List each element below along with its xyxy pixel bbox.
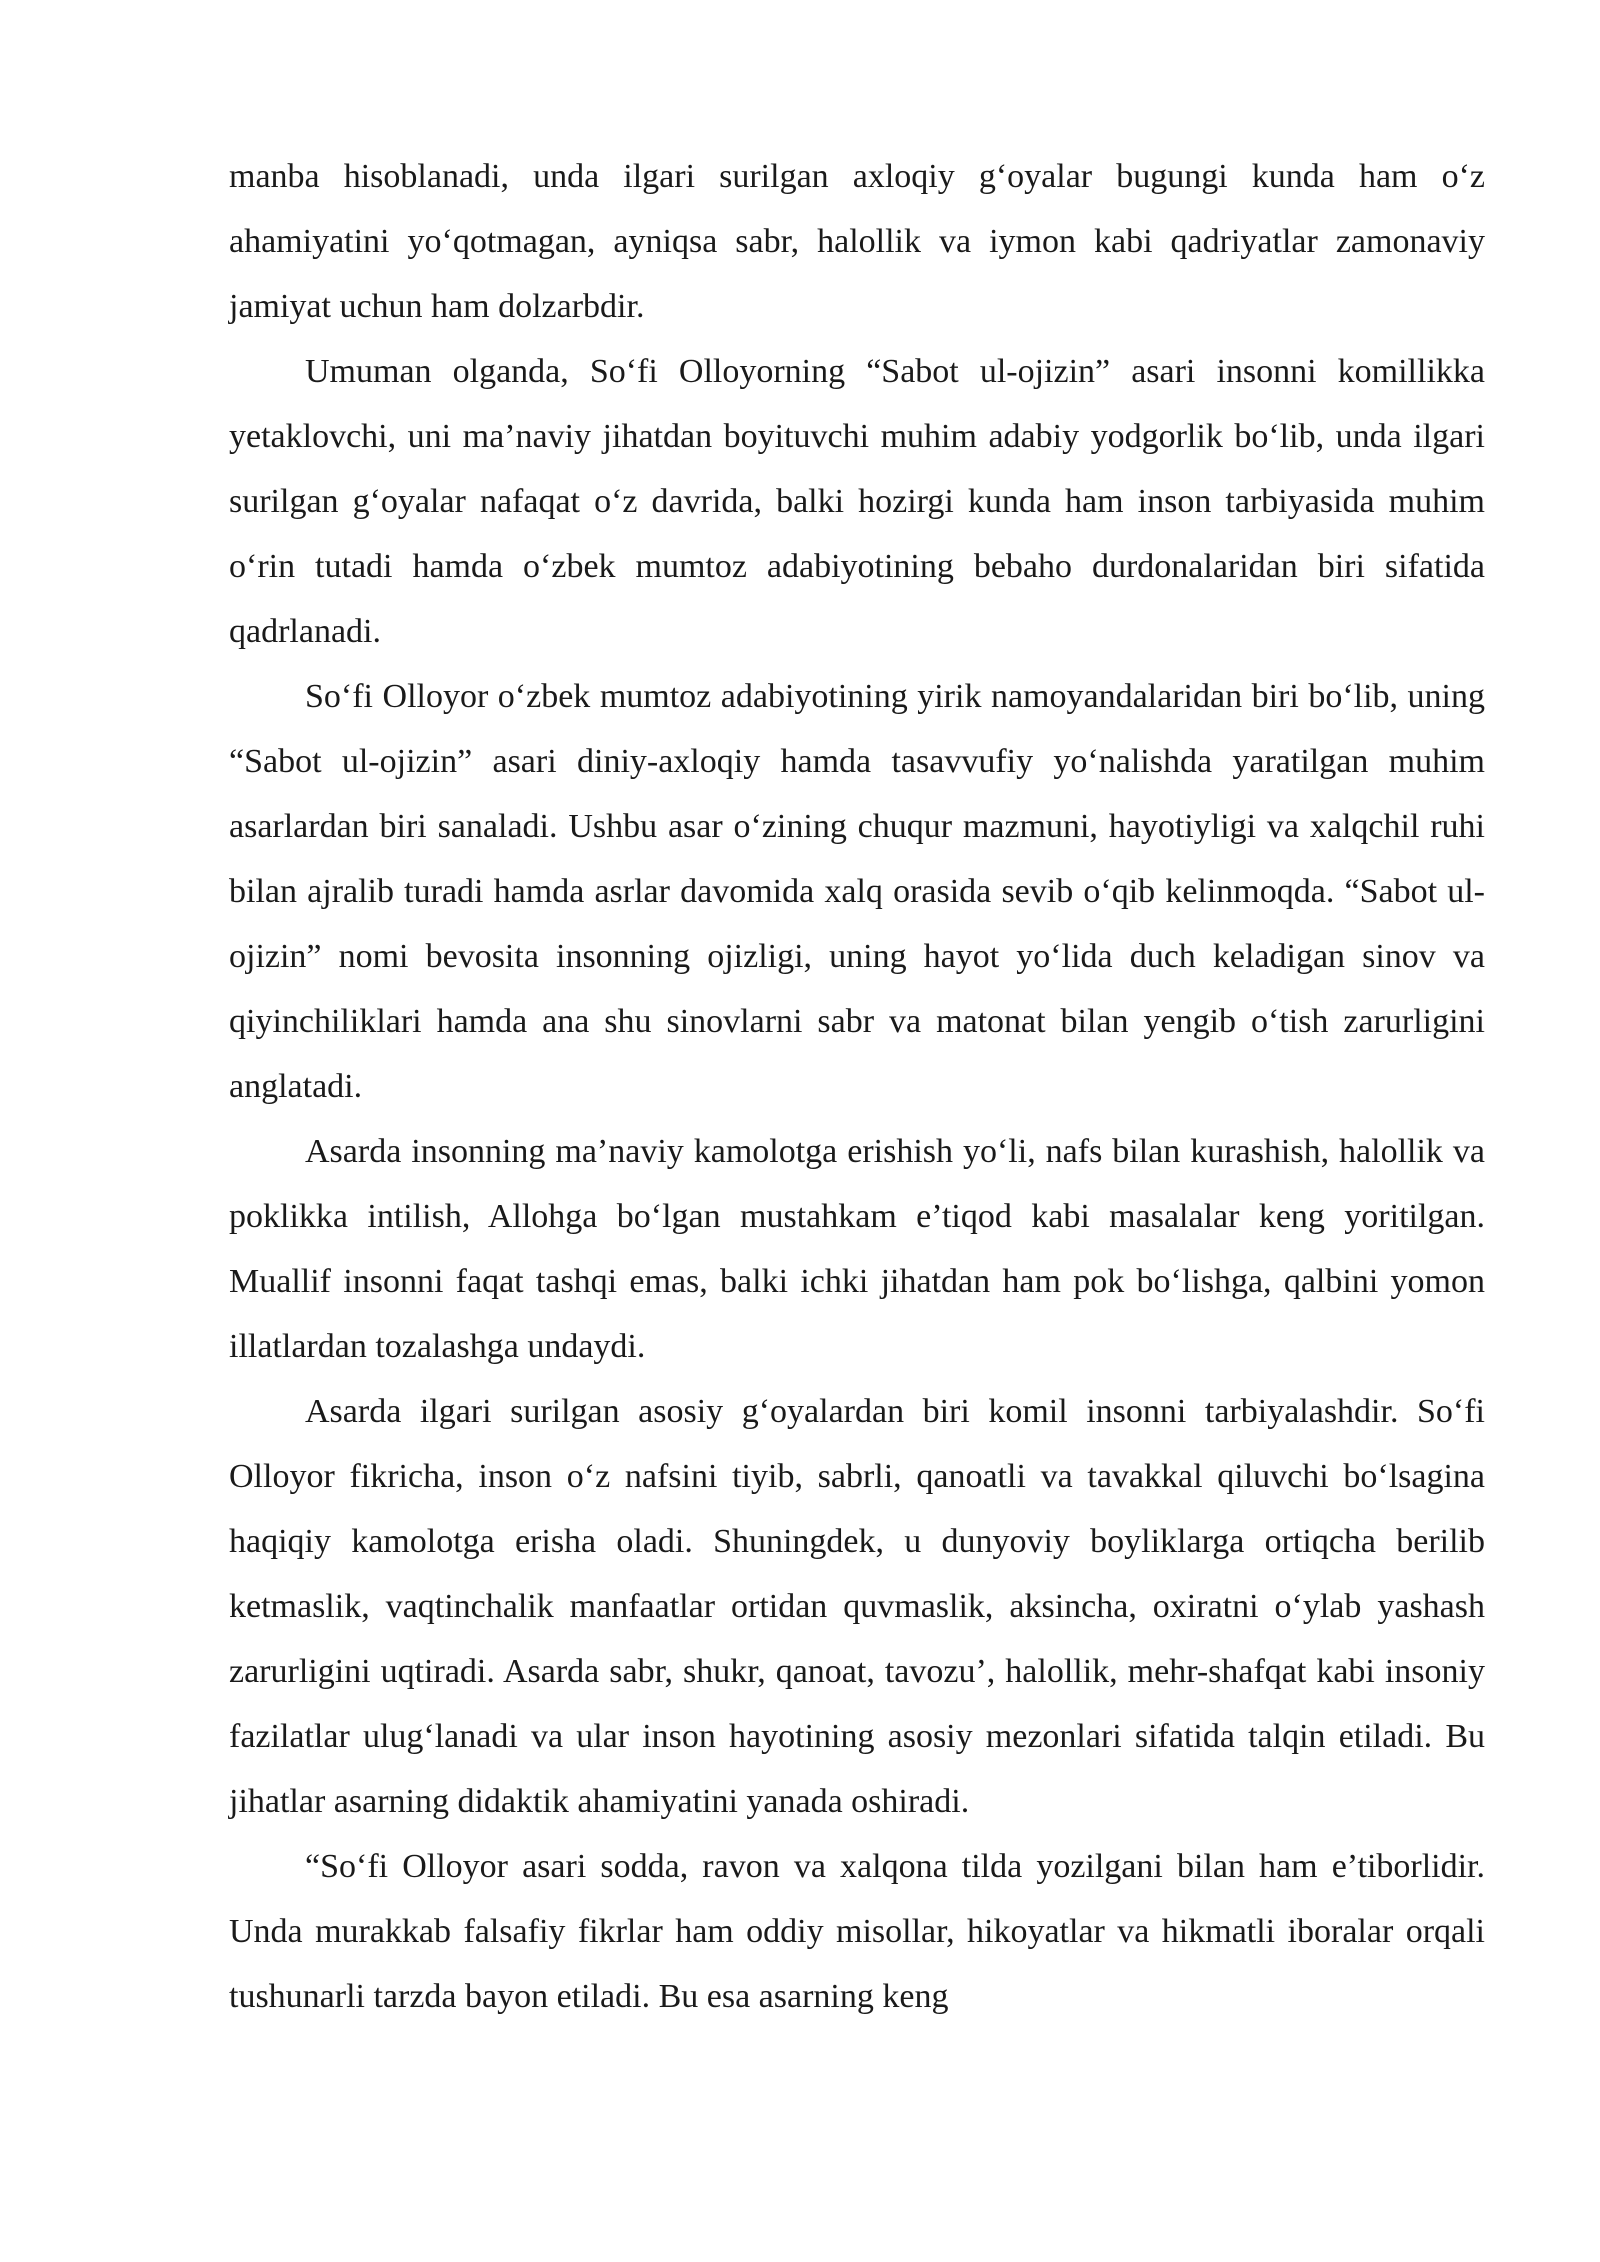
paragraph-summary: Umuman olganda, So‘fi Olloyorning “Sabot ul-ojizin” asari insonni komillikka yetaklovchi, uni ma’naviy jihatdan boyituvchi muhim adabiy yodgorlik bo‘lib, unda ilgari surilgan g‘oyalar nafaqat o‘z davrida, balki hozirgi kunda ham inson tarbiyasida muhim o‘rin tutadi hamda o‘zbek mumtoz adabiyotining bebaho durdonalaridan biri sifatida qadrlanadi. <box>229 353 1485 650</box>
paragraph-language-style: “So‘fi Olloyor asari sodda, ravon va xalqona tilda yozilgani bilan ham e’tiborlidir. Unda murakkab falsafiy fikrlar ham oddiy misollar, hikoyatlar va hikmatli iboralar orqali tushunarli tarzda bayon etiladi. Bu esa asarning keng <box>229 1848 1485 2015</box>
paragraph-author-intro: So‘fi Olloyor o‘zbek mumtoz adabiyotining yirik namoyandalaridan biri bo‘lib, uning “Sabot ul-ojizin” asari diniy-axloqiy hamda tasavvufiy yo‘nalishda yaratilgan muhim asarlardan biri sanaladi. Ushbu asar o‘zining chuqur mazmuni, hayotiyligi va xalqchil ruhi bilan ajralib turadi hamda asrlar davomida xalq orasida sevib o‘qib kelinmoqda. “Sabot ul-ojizin” nomi bevosita insonning ojizligi, uning hayot yo‘lida duch keladigan sinov va qiyinchiliklari hamda ana shu sinovlarni sabr va matonat bilan yengib o‘tish zarurligini anglatadi. <box>229 678 1485 1105</box>
paragraph-spiritual-themes: Asarda insonning ma’naviy kamolotga erishish yo‘li, nafs bilan kurashish, halollik va poklikka intilish, Allohga bo‘lgan mustahkam e’tiqod kabi masalalar keng yoritilgan. Muallif insonni faqat tashqi emas, balki ichki jihatdan ham pok bo‘lishga, qalbini yomon illatlardan tozalashga undaydi. <box>229 1133 1485 1365</box>
paragraph-main-ideas: Asarda ilgari surilgan asosiy g‘oyalardan biri komil insonni tarbiyalashdir. So‘fi Olloyor fikricha, inson o‘z nafsini tiyib, sabrli, qanoatli va tavakkal qiluvchi bo‘lsagina haqiqiy kamolotga erisha oladi. Shuningdek, u dunyoviy boyliklarga ortiqcha berilib ketmaslik, vaqtinchalik manfaatlar ortidan quvmaslik, aksincha, oxiratni o‘ylab yashash zarurligini uqtiradi. Asarda sabr, shukr, qanoat, tavozu’, halollik, mehr-shafqat kabi insoniy fazilatlar ulug‘lanadi va ular inson hayotining asosiy mezonlari sifatida talqin etiladi. Bu jihatlar asarning didaktik ahamiyatini yanada oshiradi. <box>229 1393 1485 1820</box>
document-page <box>229 144 1485 2029</box>
paragraph-continuation: manba hisoblanadi, unda ilgari surilgan axloqiy g‘oyalar bugungi kunda ham o‘z ahamiyatini yo‘qotmagan, ayniqsa sabr, halollik va iymon kabi qadriyatlar zamonaviy jamiyat uchun ham dolzarbdir. <box>229 158 1485 325</box>
